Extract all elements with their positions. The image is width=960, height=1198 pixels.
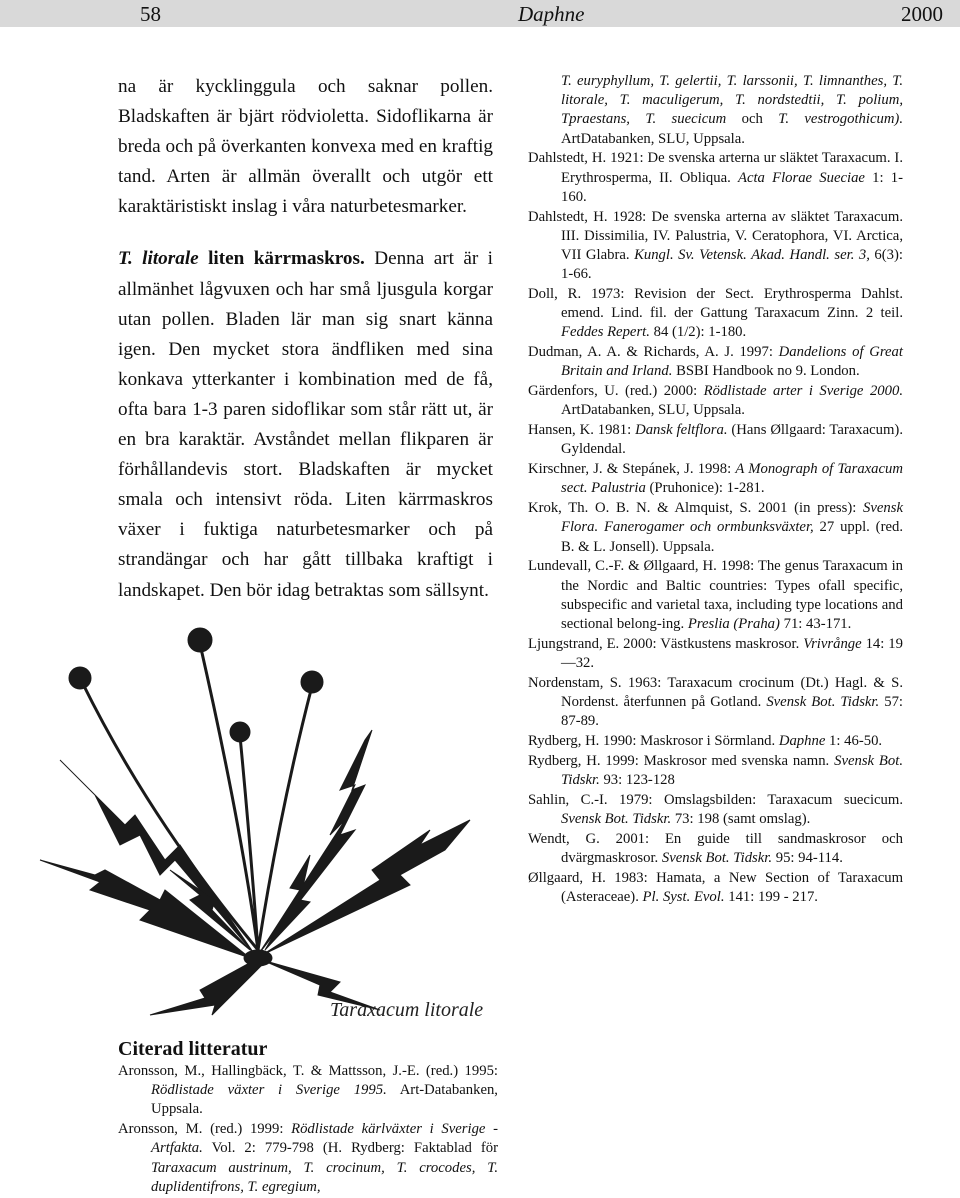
paragraph-litorale	[118, 244, 493, 605]
reference-item: Krok, Th. O. B. N. & Almquist, S. 2001 (in press): Svensk Flora. Fanerogamer och ormbunksväxter, 27 uppl. (red. B. & L. Jonsell). Uppsala.	[528, 500, 903, 555]
reference-item: Doll, R. 1973: Revision der Sect. Erythrosperma Dahlst. emend. Lind. fil. der Gattung Taraxacum Zinn. 2 teil. Feddes Repert. 84 (1/2): 1-180.	[528, 286, 903, 341]
species-name: T. litorale	[118, 248, 199, 270]
page-header	[0, 0, 960, 27]
references-list-left	[118, 1062, 498, 1198]
reference-item: Hansen, K. 1981: Dansk feltflora. (Hans Øllgaard: Taraxacum). Gyldendal.	[528, 422, 903, 458]
plant-illustration	[0, 620, 520, 1030]
references-list-right	[528, 72, 903, 908]
reference-item: Kirschner, J. & Stepánek, J. 1998: A Monograph of Taraxacum sect. Palustria (Pruhonice): 1-281.	[528, 461, 903, 497]
reference-item: Gärdenfors, U. (red.) 2000: Rödlistade arter i Sverige 2000. ArtDatabanken, SLU, Uppsala.	[528, 383, 903, 419]
paragraph-intro: na är kycklinggula och saknar pollen. Bladskaften är bjärt rödvioletta. Sidoflikarna är breda och på överkanten konvexa med en kraftig tand. Arten är allmän överallt och utgör ett karaktäristiskt inslag i våra naturbetesmarker.	[118, 76, 493, 218]
page-number: 58	[140, 2, 161, 26]
species-heading	[118, 248, 365, 269]
species-description: Denna art är i allmänhet lågvuxen och har små ljusgula korgar utan pollen. Bladen lär man sig snart känna igen. Den mycket stora ändfliken med sina konkava ytterkanter i kombination med de få, ofta bara 1-3 paren sidoflikar som står rätt ut, är en bra karaktär. Avståndet mellan flikparen är förhållandevis stort. Bladskaften är mycket smala och intensivt röda. Liten kärrmaskros växer i fuktiga naturbetesmarker och på strandängar och har gått tillbaka kraftigt i landskapet. Den bör idag betraktas som sällsynt.	[118, 248, 494, 601]
reference-item: Øllgaard, H. 1983: Hamata, a New Section of Taraxacum (Asteraceae). Pl. Syst. Evol. 141: 199 - 217.	[528, 869, 903, 906]
left-column-text	[118, 72, 493, 628]
journal-title: Daphne	[518, 2, 585, 26]
reference-item: Aronsson, M., Hallingbäck, T. & Mattsson, J.-E. (red.) 1995: Rödlistade växter i Sverige 1995. Art-Databanken, Uppsala.	[118, 1063, 498, 1118]
reference-item: Wendt, G. 2001: En guide till sandmaskrosor och dvärgmaskrosor. Svensk Bot. Tidskr. 95: 94-114.	[528, 830, 903, 867]
reference-item: Sahlin, C.-I. 1979: Omslagsbilden: Taraxacum suecicum. Svensk Bot. Tidskr. 73: 198 (samt omslag).	[528, 791, 903, 828]
publication-year: 2000	[901, 2, 943, 26]
species-common-name: liten kärrmaskros.	[208, 248, 365, 270]
reference-item: Rydberg, H. 1990: Maskrosor i Sörmland. Daphne 1: 46-50.	[528, 733, 883, 750]
reference-item: Dahlstedt, H. 1921: De svenska arterna ur släktet Taraxacum. I. Erythrosperma, II. Obliqua. Acta Florae Sueciae 1: 1-160.	[528, 150, 903, 205]
reference-item: Lundevall, C.-F. & Øllgaard, H. 1998: The genus Taraxacum in the Nordic and Baltic countries: Types ofall specific, subspecific and varietal taxa, including type locations and sectional belong-ing. Preslia (Praha) 71: 43-171.	[528, 558, 903, 633]
reference-continuation: T. euryphyllum, T. gelertii, T. larssonii, T. limnanthes, T. litorale, T. maculigerum, T. nordstedtii, T. polium, Tpraestans, T. suecicum och T. vestrogothicum). ArtDatabanken, SLU, Uppsala.	[561, 73, 903, 147]
reference-item: Rydberg, H. 1999: Maskrosor med svenska namn. Svensk Bot. Tidskr. 93: 123-128	[528, 752, 903, 789]
reference-item: Aronsson, M. (red.) 1999: Rödlistade kärlväxter i Sverige - Artfakta. Vol. 2: 779-798 (H. Rydberg: Faktablad för Taraxacum austrinum, T. crocinum, T. crocodes, T. duplidentifrons, T. egregium,	[118, 1121, 498, 1195]
reference-item: Dudman, A. A. & Richards, A. J. 1997: Dandelions of Great Britain and Irland. BSBI Handbook no 9. London.	[528, 344, 903, 380]
reference-item: Ljungstrand, E. 2000: Västkustens maskrosor. Vrivrånge 14: 19—32.	[528, 635, 903, 672]
figure-caption: Taraxacum litorale	[330, 999, 484, 1021]
reference-item: Nordenstam, S. 1963: Taraxacum crocinum (Dt.) Hagl. & S. Nordenst. återfunnen på Gotland. Svensk Bot. Tidskr. 57: 87-89.	[528, 674, 903, 730]
reference-item: Dahlstedt, H. 1928: De svenska arterna av släktet Taraxacum. III. Dissimilia, IV. Palustria, V. Ceratophora, VI. Arctica, VII Glabra. Kungl. Sv. Vetensk. Akad. Handl. ser. 3, 6(3): 1-66.	[528, 208, 903, 283]
references-heading: Citerad litteratur	[118, 1038, 268, 1060]
